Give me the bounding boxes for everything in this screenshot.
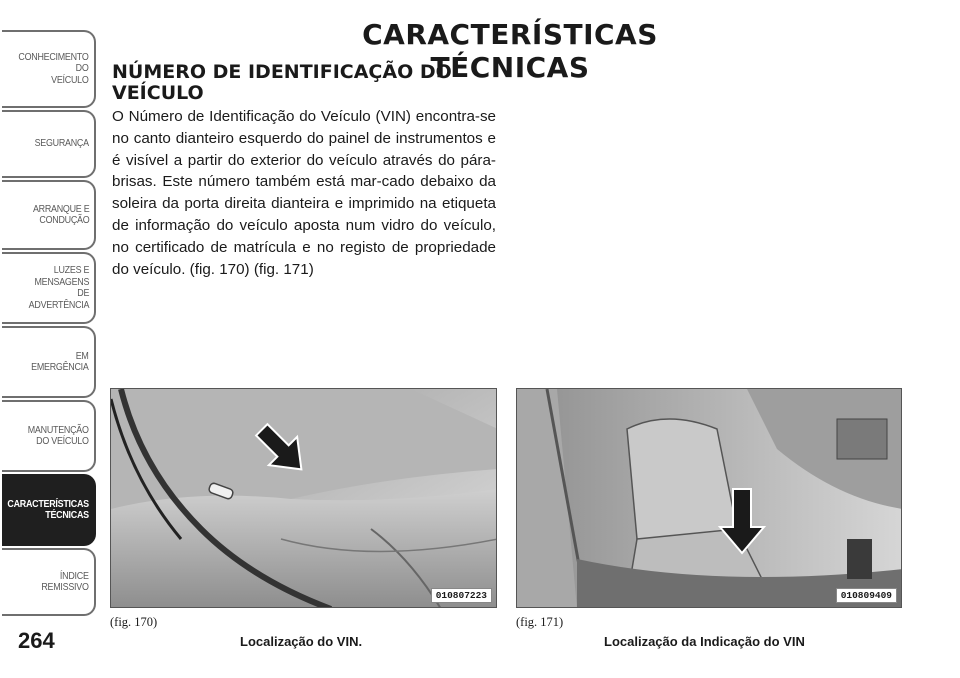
windshield-illustration	[111, 389, 497, 608]
figure-vin-indication-location	[516, 388, 902, 608]
figure-vin-location	[110, 388, 497, 608]
tab-label: SEGURANÇA	[34, 137, 89, 150]
tab-conhecimento-do-veiculo[interactable]	[2, 30, 96, 108]
figure-code: 010809409	[836, 588, 897, 603]
tab-label: ARRANQUE E CONDUÇÃO	[32, 202, 89, 226]
page-title: CARACTERÍSTICAS TÉCNICAS	[362, 18, 658, 84]
tab-arranque-e-conducao[interactable]	[2, 180, 96, 250]
tab-label: MANUTENÇÃO DO VEÍCULO	[28, 423, 89, 447]
tab-label: EM EMERGÊNCIA	[31, 349, 89, 373]
tab-label: CONHECIMENTO DO VEÍCULO	[18, 50, 89, 86]
tab-label: CARACTERÍSTICAS TÉCNICAS	[7, 497, 89, 521]
figure-caption-171: Localização da Indicação do VIN	[604, 634, 805, 649]
tab-em-emergencia[interactable]	[2, 326, 96, 398]
tab-luzes-e-mensagens[interactable]	[2, 252, 96, 324]
figure-code: 010807223	[431, 588, 492, 603]
section-title: NÚMERO DE IDENTIFICAÇÃO DO VEÍCULO	[112, 61, 452, 104]
tab-manutencao-do-veiculo[interactable]	[2, 400, 96, 472]
chapter-sidebar	[0, 0, 100, 678]
tab-indice-remissivo[interactable]	[2, 548, 96, 616]
figure-caption-170: Localização do VIN.	[240, 634, 363, 649]
door-sill-illustration	[517, 389, 902, 608]
tab-caracteristicas-tecnicas[interactable]	[2, 474, 96, 546]
page-number: 264	[18, 628, 55, 653]
figure-ref-171: (fig. 171)	[516, 615, 564, 629]
section-body: O Número de Identificação do Veículo (VIN) encontra-se no canto dianteiro esquerdo do painel de instrumentos e é visível a partir do exterior do veículo através do pára-brisas. Este número também está mar-cado debaixo da soleira da porta direita dianteira e imprimido na etiqueta de informação do veículo aposta num vidro do veículo, no certificado de matrícula e no registo de propriedade do veículo. (fig. 170) (fig. 171)	[112, 108, 496, 278]
tab-label: LUZES E MENSAGENS DE ADVERTÊNCIA	[28, 264, 89, 311]
tab-label: ÍNDICE REMISSIVO	[41, 569, 89, 593]
tab-seguranca[interactable]	[2, 110, 96, 178]
figure-ref-170: (fig. 170)	[110, 615, 158, 629]
